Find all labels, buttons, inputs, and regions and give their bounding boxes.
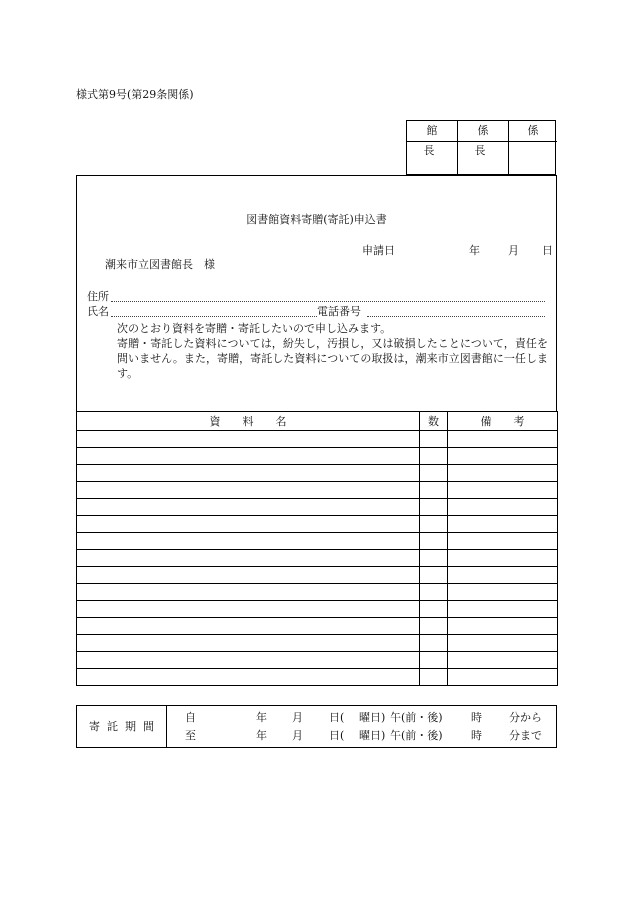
remarks-cell[interactable] <box>448 618 558 635</box>
quantity-cell[interactable] <box>420 499 448 516</box>
phone-label: 電話番号 <box>317 305 361 318</box>
remarks-cell[interactable] <box>448 635 558 652</box>
material-row <box>77 448 558 465</box>
material-table <box>76 411 558 686</box>
to-hour: 時 <box>471 729 482 742</box>
quantity-cell[interactable] <box>420 652 448 669</box>
application-box <box>76 175 557 412</box>
period-label: 寄託期間 <box>77 706 167 747</box>
material-name-cell[interactable] <box>77 584 420 601</box>
from-minute: 分から <box>509 711 542 724</box>
material-row <box>77 584 558 601</box>
material-row <box>77 618 558 635</box>
from-day: 日( <box>329 711 345 724</box>
material-name-cell[interactable] <box>77 533 420 550</box>
quantity-cell[interactable] <box>420 635 448 652</box>
form-title: 図書館資料寄贈(寄託)申込書 <box>246 213 387 226</box>
material-name-cell[interactable] <box>77 669 420 686</box>
stamp-col-director[interactable] <box>407 121 461 174</box>
remarks-cell[interactable] <box>448 448 558 465</box>
material-table-header <box>77 412 558 431</box>
remarks-cell[interactable] <box>448 652 558 669</box>
stamp-header-director: 館 長 <box>407 121 457 142</box>
date-label: 申請日 <box>362 244 395 257</box>
date-month-field[interactable] <box>482 239 502 255</box>
material-name-cell[interactable] <box>77 482 420 499</box>
name-label: 氏名 <box>87 305 109 318</box>
date-year-unit: 年 <box>469 244 480 257</box>
quantity-cell[interactable] <box>420 465 448 482</box>
from-ampm: 午(前・後) <box>390 711 443 724</box>
material-row <box>77 669 558 686</box>
quantity-cell[interactable] <box>420 533 448 550</box>
material-row <box>77 482 558 499</box>
address-field[interactable] <box>111 300 545 302</box>
material-name-cell[interactable] <box>77 448 420 465</box>
material-name-cell[interactable] <box>77 652 420 669</box>
date-month-unit: 月 <box>508 244 519 257</box>
quantity-cell[interactable] <box>420 448 448 465</box>
addressee: 潮来市立図書館長 様 <box>105 258 215 271</box>
form-number: 様式第9号(第29条関係) <box>76 88 194 101</box>
from-weekday: 曜日) <box>359 711 386 724</box>
date-day-field[interactable] <box>522 239 540 255</box>
stamp-col-staff[interactable] <box>508 121 557 174</box>
material-name-cell[interactable] <box>77 516 420 533</box>
remarks-cell[interactable] <box>448 669 558 686</box>
date-day-unit: 日 <box>542 244 553 257</box>
address-label: 住所 <box>87 290 109 303</box>
to-prefix: 至 <box>185 729 196 742</box>
quantity-cell[interactable] <box>420 567 448 584</box>
remarks-cell[interactable] <box>448 516 558 533</box>
stamp-col-chief[interactable] <box>457 121 512 174</box>
to-minute: 分まで <box>509 729 542 742</box>
quantity-cell[interactable] <box>420 601 448 618</box>
period-from-row[interactable] <box>167 709 556 727</box>
to-month: 月 <box>292 729 303 742</box>
material-name-cell[interactable] <box>77 431 420 448</box>
remarks-cell[interactable] <box>448 431 558 448</box>
remarks-cell[interactable] <box>448 601 558 618</box>
request-text <box>117 321 548 381</box>
to-day: 日( <box>329 729 345 742</box>
from-prefix: 自 <box>185 711 196 724</box>
quantity-cell[interactable] <box>420 482 448 499</box>
quantity-cell[interactable] <box>420 584 448 601</box>
to-year: 年 <box>256 729 267 742</box>
quantity-cell[interactable] <box>420 550 448 567</box>
stamp-header-chief: 係 長 <box>458 121 508 142</box>
material-row <box>77 635 558 652</box>
material-row <box>77 652 558 669</box>
quantity-cell[interactable] <box>420 516 448 533</box>
material-row <box>77 533 558 550</box>
to-weekday: 曜日) <box>359 729 386 742</box>
material-row <box>77 550 558 567</box>
material-name-cell[interactable] <box>77 499 420 516</box>
remarks-cell[interactable] <box>448 465 558 482</box>
material-row <box>77 567 558 584</box>
name-field[interactable] <box>111 315 317 317</box>
material-name-cell[interactable] <box>77 550 420 567</box>
material-name-cell[interactable] <box>77 567 420 584</box>
material-row <box>77 431 558 448</box>
remarks-cell[interactable] <box>448 567 558 584</box>
material-name-cell[interactable] <box>77 465 420 482</box>
quantity-cell[interactable] <box>420 618 448 635</box>
remarks-cell[interactable] <box>448 550 558 567</box>
to-ampm: 午(前・後) <box>390 729 443 742</box>
remarks-cell[interactable] <box>448 499 558 516</box>
header-remarks: 備 考 <box>448 412 558 431</box>
date-year-field[interactable] <box>397 239 462 255</box>
stamp-header-staff: 係 <box>509 121 557 142</box>
remarks-cell[interactable] <box>448 584 558 601</box>
disclaimer-paragraph: 寄贈・寄託した資料については，紛失し，汚損し，又は破損したことについて，責任を問いません。また，寄贈，寄託した資料についての取扱は，潮来市立図書館に一任します。 <box>117 337 548 380</box>
material-name-cell[interactable] <box>77 618 420 635</box>
material-row <box>77 516 558 533</box>
material-row <box>77 499 558 516</box>
remarks-cell[interactable] <box>448 533 558 550</box>
remarks-cell[interactable] <box>448 482 558 499</box>
phone-field[interactable] <box>367 315 545 317</box>
material-row <box>77 601 558 618</box>
request-paragraph: 次のとおり資料を寄贈・寄託したいので申し込みます。 <box>117 322 392 335</box>
approval-stamp-table <box>406 120 556 175</box>
material-name-cell[interactable] <box>77 601 420 618</box>
period-to-row[interactable] <box>167 727 556 745</box>
quantity-cell[interactable] <box>420 431 448 448</box>
quantity-cell[interactable] <box>420 669 448 686</box>
deposit-period <box>76 705 557 748</box>
material-row <box>77 465 558 482</box>
from-year: 年 <box>256 711 267 724</box>
header-quantity: 数 <box>420 412 448 431</box>
material-name-cell[interactable] <box>77 635 420 652</box>
from-month: 月 <box>292 711 303 724</box>
header-material-name: 資 料 名 <box>77 412 420 431</box>
from-hour: 時 <box>471 711 482 724</box>
